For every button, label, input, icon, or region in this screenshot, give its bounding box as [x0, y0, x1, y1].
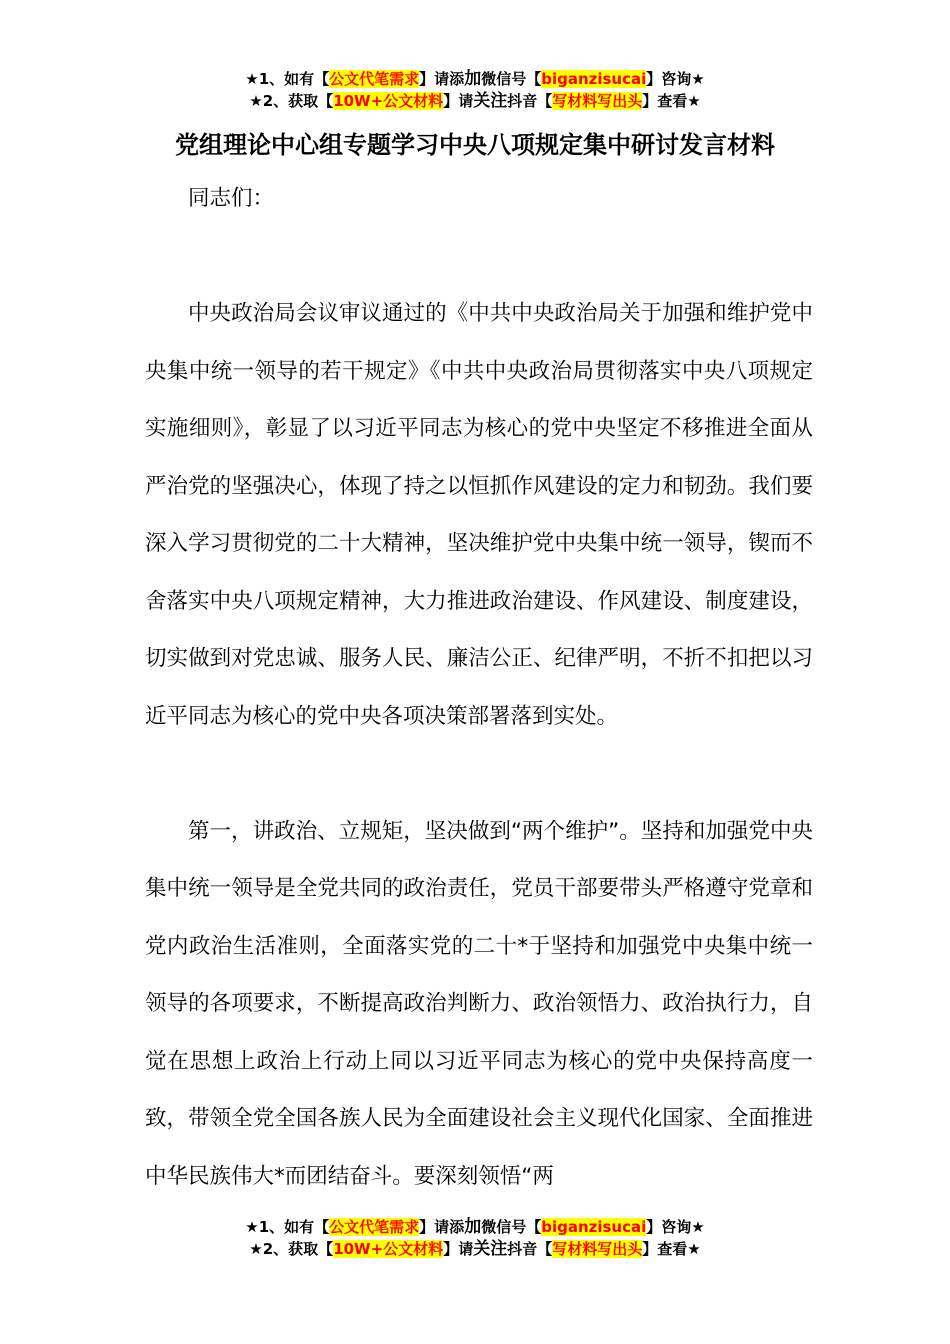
banner-line-1 [0, 1216, 950, 1238]
banner-text: 】咨询★ [646, 1218, 705, 1236]
banner-text: 加 [464, 69, 482, 89]
greeting: 同志们： [188, 186, 275, 211]
paragraph: 中央政治局会议审议通过的《中共中央政治局关于加强和维护党中央集中统一领导的若干规定》《中共中央政治局贯彻落实中央八项规定实施细则》，彰显了以习近平同志为核心的党中央坚定不移推进全面从严治党的坚强决心，体现了持之以恒抓作风建设的定力和韧劲。我们要深入学习贯彻党的二十大精神，坚决维护党中央集中统一领导，锲而不舍落实中央八项规定精神，大力推进政治建设、作风建设、制度建设，切实做到对党忠诚、服务人民、廉洁公正、纪律严明，不折不扣把以习近平同志为核心的党中央各项决策部署落到实处。 [145, 301, 813, 729]
banner-text: 】查看★ [642, 92, 701, 110]
document-body [145, 170, 813, 1263]
banner-text: ★2、获取【 [249, 92, 334, 110]
header-banner [0, 68, 950, 112]
banner-text: 关注 [473, 91, 508, 111]
banner-text: 关注 [473, 1239, 508, 1259]
banner-text: ★2、获取【 [249, 1240, 334, 1258]
banner-text: 微信号【 [481, 70, 542, 88]
document-title: 党组理论中心组专题学习中央八项规定集中研讨发言材料 [175, 131, 775, 159]
banner-text: ★1、如有【 [245, 70, 330, 88]
banner-text: 抖音【 [507, 1240, 553, 1258]
banner-highlight: biganzisucai [541, 1218, 647, 1236]
banner-highlight: 10W+公文材料 [333, 92, 444, 110]
banner-line-1 [0, 68, 950, 90]
footer-banner [0, 1216, 950, 1260]
banner-line-2 [0, 90, 950, 112]
banner-text: 】请 [443, 1240, 474, 1258]
banner-text: 】请 [443, 92, 474, 110]
banner-text: 】咨询★ [646, 70, 705, 88]
banner-text: 加 [464, 1217, 482, 1237]
banner-highlight: 写材料写出头 [552, 92, 643, 110]
banner-text: 微信号【 [481, 1218, 542, 1236]
banner-highlight: 公文代笔需求 [329, 70, 420, 88]
banner-text: 】请添 [419, 1218, 465, 1236]
banner-text: 】查看★ [642, 1240, 701, 1258]
paragraph: 第一，讲政治、立规矩，坚决做到“两个维护”。坚持和加强党中央集中统一领导是全党共同的政治责任，党员干部要带头严格遵守党章和党内政治生活准则，全面落实党的二十*于坚持和加强党中央集中统一领导的各项要求，不断提高政治判断力、政治领悟力、政治执行力，自觉在思想上政治上行动上同以习近平同志为核心的党中央保持高度一致，带领全党全国各族人民为全面建设社会主义现代化国家、全面推进中华民族伟大*而团结奋斗。要深刻领悟“两 [145, 818, 813, 1189]
banner-highlight: 10W+公文材料 [333, 1240, 444, 1258]
banner-highlight: biganzisucai [541, 70, 647, 88]
banner-text: 抖音【 [507, 92, 553, 110]
banner-highlight: 写材料写出头 [552, 1240, 643, 1258]
banner-text: ★1、如有【 [245, 1218, 330, 1236]
banner-line-2 [0, 1238, 950, 1260]
banner-highlight: 公文代笔需求 [329, 1218, 420, 1236]
banner-text: 】请添 [419, 70, 465, 88]
